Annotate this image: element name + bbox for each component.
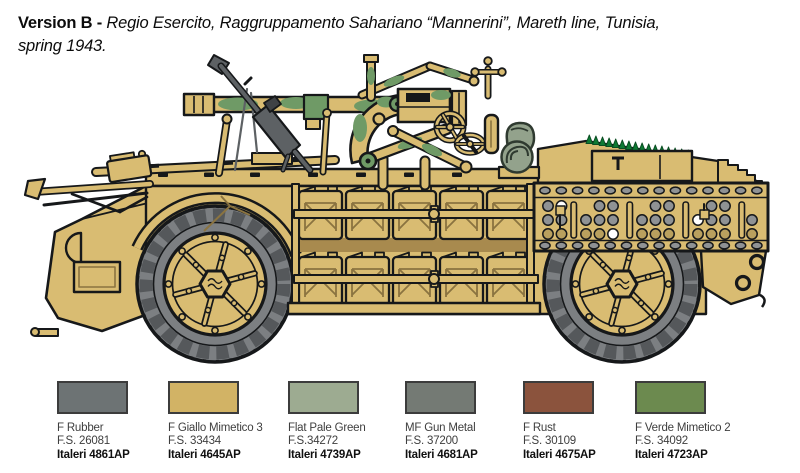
paint-chip [405,381,476,414]
paint-chip [523,381,594,414]
windshield-post [485,115,498,153]
paint-name: F Rust [523,422,556,434]
paint-fs-code: F.S. 37200 [405,434,458,447]
paint-fs-code: F.S. 26081 [57,434,110,447]
rear-overhang-and-tow-hooks [701,251,766,307]
jerry-can-rack [288,184,540,314]
paint-swatch-rust [523,381,637,462]
paint-name: MF Gun Metal [405,422,476,434]
paint-name: F Giallo Mimetico 3 [168,422,263,434]
paint-name: Flat Pale Green [288,422,366,434]
rolled-tarp [499,123,539,178]
caption-version-label: Version B - [18,14,102,32]
paint-italeri-code: Italeri 4723AP [635,449,708,461]
paint-italeri-code: Italeri 4739AP [288,449,361,461]
paint-swatch-gun-metal [405,381,519,462]
muzzle-block [184,94,214,115]
paint-chip [635,381,706,414]
hood-jerry-can [106,150,152,182]
paint-swatch-rubber [57,381,171,462]
paint-italeri-code: Italeri 4861AP [57,449,130,461]
paint-swatch-pale-green [288,381,402,462]
paint-name: F Rubber [57,422,104,434]
paint-name: F Verde Mimetico 2 [635,422,731,434]
paint-italeri-code: Italeri 4681AP [405,449,478,461]
paint-italeri-code: Italeri 4675AP [523,449,596,461]
retaining-bar-bottom [294,275,538,283]
caption-description: Regio Esercito, Raggruppamento Sahariano “Mannerini”, Mareth line, Tunisia, spring 1943. [18,14,660,55]
paint-swatch-verde-mimetico [635,381,749,462]
traverse-handle [484,57,492,65]
front-wheel [137,206,293,362]
paint-fs-code: F.S. 34092 [635,434,688,447]
paint-fs-code: F.S. 33434 [168,434,221,447]
paint-swatch-giallo-mimetico [168,381,282,462]
paint-fs-code: F.S.34272 [288,434,338,447]
paint-chip [168,381,239,414]
bumper-flag [25,179,45,199]
paint-fs-code: F.S. 30109 [523,434,576,447]
sand-channel-plate [534,183,768,251]
retaining-bar-top [294,210,538,218]
paint-chip [288,381,359,414]
paint-chip [57,381,128,414]
traverse-handwheel [457,135,484,153]
paint-italeri-code: Italeri 4645AP [168,449,241,461]
rear-deck [538,135,762,186]
